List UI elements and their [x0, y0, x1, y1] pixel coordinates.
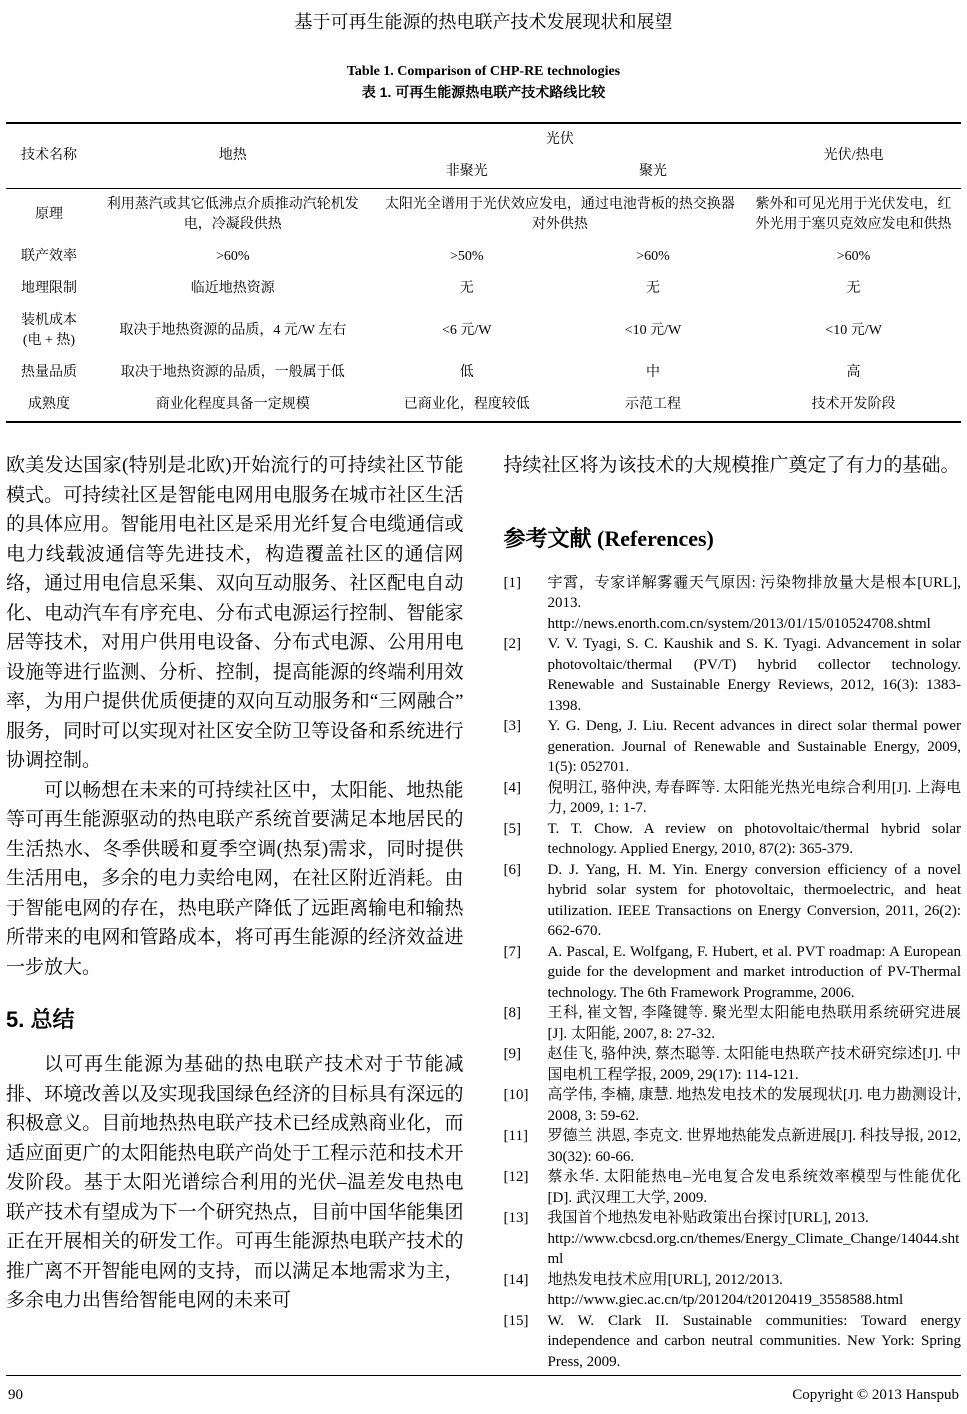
reference-text: 蔡永华. 太阳能热电–光电复合发电系统效率模型与性能优化[D]. 武汉理工大学, 2009.: [547, 1169, 961, 1206]
reference-number: [14]: [503, 1271, 529, 1288]
body-paragraph-continuation: 持续社区将为该技术的大规模推广奠定了有力的基础。: [503, 455, 960, 476]
reference-text: T. T. Chow. A review on photovoltaic/thermal hybrid solar technology. Applied Energy, 2010, 87(2): 365-379.: [547, 820, 961, 857]
table-header-pv-non-concentrating: 非聚光: [374, 156, 560, 189]
table-cell: 示范工程: [624, 397, 681, 412]
reference-item: [504, 778, 962, 819]
reference-item: [504, 1085, 962, 1126]
table-cell: 商业化程度具备一定规模: [155, 397, 310, 412]
table-cell: 高: [846, 365, 861, 380]
reference-number: [12]: [503, 1169, 529, 1185]
table-header-pv-concentrating: 聚光: [560, 156, 746, 189]
table-row: [6, 241, 961, 273]
reference-url: http://www.giec.ac.cn/tp/201204/t20120419_3558588.html: [547, 1292, 904, 1308]
table-cell: 利用蒸汽或其它低沸点介质推动汽轮机发电，冷凝段供热: [106, 197, 359, 232]
table-cell: <10 元/W: [624, 323, 682, 338]
reference-number: [5]: [503, 820, 521, 837]
section-heading-summary: 5. 总结: [6, 1007, 75, 1032]
table-header-geothermal: 地热: [92, 123, 374, 189]
reference-text: Y. G. Deng, J. Liu. Recent advances in direct solar thermal power generation. Journal of Renewable and Sustainable Energy, 2009, 1(5): 052701.: [547, 718, 961, 775]
reference-text: 地热发电技术应用[URL], 2012/2013. http://www.giec.ac.cn/tp/201204/t20120419_3558588.html: [548, 1270, 962, 1311]
summary-paragraph: 以可再生能源为基础的热电联产技术对于节能减排、环境改善以及实现我国绿色经济的目标具有深远的积极意义。目前地热热电联产技术已经成熟商业化，而适应面更广的太阳能热电联产尚处于工程示范和技术开发阶段。基于太阳光谱综合利用的光伏–温差发电热电联产技术有望成为下一个研究热点，目前中国华能集团正在开展相关的研发工作。可再生能源热电联产技术的推广离不开智能电网的支持，而以满足本地需求为主，多余电力出售给智能电网的未来可: [6, 1054, 464, 1311]
table-row-label: 原理: [34, 207, 63, 222]
table-cell: >60%: [636, 249, 670, 264]
reference-item: [504, 634, 962, 716]
table-cell: 取决于地热资源的品质，4 元/W 左右: [119, 323, 347, 338]
reference-number: [10]: [503, 1087, 529, 1103]
reference-text: 倪明江, 骆仲泱, 寿春晖等. 太阳能光热光电综合利用[J]. 上海电力, 2009, 1: 1-7.: [547, 779, 961, 816]
table-row: [6, 389, 961, 422]
page-number: 90: [8, 1387, 23, 1403]
reference-number: [15]: [503, 1312, 529, 1329]
table-caption-chinese: 表 1. 可再生能源热电联产技术路线比较: [361, 84, 606, 100]
reference-text: 赵佳飞, 骆仲泱, 蔡杰聪等. 太阳能电热联产技术研究综述[J]. 中国电机工程学报, 2009, 29(17): 114-121.: [547, 1046, 961, 1083]
table-cell: >60%: [836, 249, 871, 264]
right-column: [504, 451, 962, 1372]
table-cell: 中: [645, 365, 660, 380]
table-cell: 紫外和可见光用于光伏发电，红外光用于塞贝克效应发电和供热: [755, 197, 952, 232]
reference-item: [504, 716, 962, 778]
references-heading: [504, 525, 962, 553]
body-paragraph-continued: 欧美发达国家(特别是北欧)开始流行的可持续社区节能模式。可持续社区是智能电网用电服务在城市社区生活的具体应用。智能用电社区是采用光纤复合电缆通信或电力线载波通信等先进技术，构造覆盖社区的通信网络，通过用电信息采集、双向互动服务、社区配电自动化、电动汽车有序充电、分布式电源运行控制、智能家居等技术，对用户供用电设备、分布式电源、公用用电设施等进行监测、分析、控制，提高能源的终端利用效率，为用户提供优质便捷的双向互动服务和“三网融合”服务，同时可以实现对社区安全防卫等设备和系统进行协调控制。: [6, 455, 464, 771]
reference-item: [504, 1208, 962, 1270]
reference-url: http://www.cbcsd.org.cn/themes/Energy_Climate_Change/14044.shtml: [547, 1230, 960, 1267]
table-cell: 技术开发阶段: [811, 397, 896, 412]
reference-text: D. J. Yang, H. M. Yin. Energy conversion efficiency of a novel hybrid solar system for photovoltaic, thermoelectric, and heat utilization. IEEE Transactions on Energy Conversion, 2011, 26(2): 662-670.: [547, 861, 961, 939]
references-heading-english: (References): [591, 525, 714, 551]
reference-text: V. V. Tyagi, S. C. Kaushik and S. K. Tyagi. Advancement in solar photovoltaic/thermal (PV/T) hybrid collector technology. Renewable and Sustainable Energy Reviews, 2012, 16(3): 1383-1398.: [547, 636, 961, 714]
reference-number: [7]: [503, 943, 521, 960]
table-cell: 取决于地热资源的品质，一般属于低: [120, 365, 345, 380]
reference-item: [504, 1003, 962, 1044]
copyright-notice: Copyright © 2013 Hanspub: [792, 1387, 959, 1403]
page-footer: [6, 1375, 961, 1410]
table-cell: 已商业化，程度较低: [403, 397, 530, 412]
table-row: [6, 273, 961, 305]
table-row-label: 地理限制: [20, 281, 77, 296]
table-captions: [6, 62, 961, 102]
table-row-label: 成熟度: [27, 397, 70, 412]
chp-re-comparison-table: [6, 122, 961, 423]
reference-number: [6]: [503, 861, 521, 878]
running-head-title: 基于可再生能源的热电联产技术发展现状和展望: [294, 12, 673, 32]
reference-number: [8]: [503, 1005, 521, 1021]
table-cell: 低: [459, 365, 474, 380]
reference-number: [4]: [503, 779, 521, 796]
reference-item: [504, 819, 962, 860]
table-cell: 临近地热资源: [190, 281, 275, 296]
reference-number: [13]: [503, 1210, 529, 1226]
table-row-label: 装机成本 (电 + 热): [20, 313, 77, 348]
references-list: [504, 573, 962, 1373]
reference-item: [504, 860, 962, 942]
table-row-label: 联产效率: [20, 249, 77, 264]
table-caption-english: Table 1. Comparison of CHP-RE technologies: [346, 64, 621, 79]
reference-url: http://news.enorth.com.cn/system/2013/01/15/010524708.shtml: [547, 615, 931, 632]
table-row-label: 热量品质: [20, 365, 77, 380]
table-cell: >60%: [216, 249, 250, 264]
table-cell: 无: [645, 281, 660, 296]
reference-item: [504, 1044, 962, 1085]
reference-text: 宇霄，专家详解雾霾天气原因: 污染物排放量大是根本[URL], 2013. http://news.enorth.com.cn/system/2013/01/15/010524708.shtml: [548, 573, 962, 635]
table-row: [6, 357, 961, 389]
reference-item: [504, 1126, 962, 1167]
table-cell: 无: [459, 281, 474, 296]
reference-item: [504, 1311, 962, 1373]
table-row: [6, 189, 961, 242]
reference-item: [504, 1270, 962, 1311]
table-cell: 无: [846, 281, 861, 296]
table-cell: >50%: [449, 249, 484, 264]
reference-text: A. Pascal, E. Wolfgang, F. Hubert, et al. PVT roadmap: A European guide for the development and market introduction of PV-Thermal technology. The 6th Framework Programme, 2006.: [547, 943, 961, 1001]
reference-item: [504, 573, 962, 635]
reference-number: [3]: [503, 718, 521, 734]
table-header-pv-group: 光伏: [545, 132, 574, 147]
reference-number: [1]: [503, 574, 521, 591]
reference-text: 我国首个地热发电补贴政策出台探讨[URL], 2013. http://www.cbcsd.org.cn/themes/Energy_Climate_Change/14044.shtml: [548, 1208, 962, 1270]
table-cell: <6 元/W: [442, 323, 492, 338]
body-paragraph: 可以畅想在未来的可持续社区中，太阳能、地热能等可再生能源驱动的热电联产系统首要满足本地居民的生活热水、冬季供暖和夏季空调(热泵)需求，同时提供生活用电，多余的电力卖给电网，在社区附近消耗。由于智能电网的存在，热电联产降低了远距离输电和输热所带来的电网和管路成本，将可再生能源的经济效益进一步放大。: [6, 779, 464, 978]
table-cell: 太阳光全谱用于光伏效应发电，通过电池背板的热交换器对外供热: [384, 197, 735, 232]
table-row: [6, 305, 961, 357]
reference-number: [2]: [503, 636, 521, 652]
two-column-body: [6, 451, 961, 1372]
reference-text: 高学伟, 李楠, 康慧. 地热发电技术的发展现状[J]. 电力勘测设计, 2008, 3: 59-62.: [547, 1087, 961, 1124]
references-heading-chinese: 参考文献: [503, 525, 592, 551]
reference-number: [11]: [503, 1128, 528, 1144]
table-header-tech-name: 技术名称: [6, 123, 92, 189]
reference-number: [9]: [503, 1046, 521, 1062]
reference-item: [504, 1167, 962, 1208]
reference-text: 王科, 崔文智, 李隆键等. 聚光型太阳能电热联用系统研究进展[J]. 太阳能, 2007, 8: 27-32.: [547, 1005, 961, 1042]
table-cell: <10 元/W: [825, 323, 882, 338]
table-header-pv-thermoelectric: 光伏/热电: [746, 123, 961, 189]
reference-text: 罗德兰 洪恩, 李克文. 世界地热能发点新进展[J]. 科技导报, 2012, 30(32): 60-66.: [547, 1128, 961, 1165]
left-column: [6, 451, 464, 1372]
reference-text: W. W. Clark II. Sustainable communities: Toward energy independence and carbon neutral communities. New York: Spring Press, 2009.: [547, 1312, 961, 1370]
reference-item: [504, 942, 962, 1004]
